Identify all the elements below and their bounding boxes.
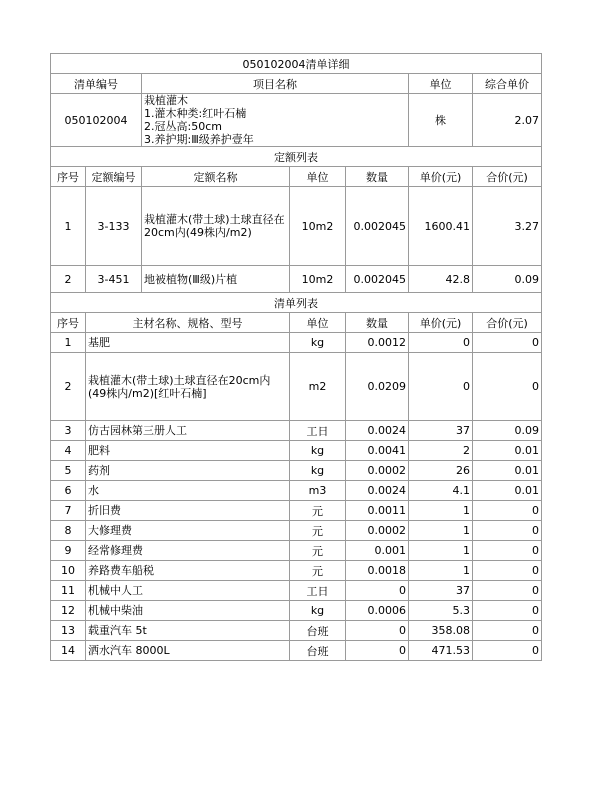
item-description — [142, 94, 409, 147]
material-row — [51, 481, 542, 501]
material-total: 0 — [473, 353, 542, 421]
material-price: 2 — [409, 441, 473, 461]
material-row — [51, 561, 542, 581]
material-unit: 元 — [290, 501, 346, 521]
code-header: 清单编号 — [51, 74, 142, 94]
material-row — [51, 421, 542, 441]
materials-col-header: 单价(元) — [409, 313, 473, 333]
item-unit: 株 — [409, 94, 473, 147]
name-header: 项目名称 — [142, 74, 409, 94]
material-price: 0 — [409, 333, 473, 353]
material-name: 栽植灌木(带土球)土球直径在20cm内(49株内/m2)[红叶石楠] — [86, 353, 290, 421]
material-total: 0 — [473, 501, 542, 521]
material-row — [51, 541, 542, 561]
material-unit: kg — [290, 601, 346, 621]
material-total: 0 — [473, 641, 542, 661]
material-name: 折旧费 — [86, 501, 290, 521]
quota-section-title: 定额列表 — [51, 147, 542, 167]
material-total: 0.01 — [473, 481, 542, 501]
material-total: 0 — [473, 521, 542, 541]
material-row — [51, 581, 542, 601]
quota-unit: 10m2 — [290, 266, 346, 293]
materials-col-header: 序号 — [51, 313, 86, 333]
quota-total: 3.27 — [473, 187, 542, 266]
material-price: 5.3 — [409, 601, 473, 621]
material-name: 大修理费 — [86, 521, 290, 541]
material-total: 0.09 — [473, 421, 542, 441]
material-price: 358.08 — [409, 621, 473, 641]
material-qty: 0.0041 — [346, 441, 409, 461]
materials-col-header: 数量 — [346, 313, 409, 333]
material-name: 机械中柴油 — [86, 601, 290, 621]
quota-code: 3-133 — [86, 187, 142, 266]
material-price: 1 — [409, 541, 473, 561]
material-no: 11 — [51, 581, 86, 601]
material-no: 12 — [51, 601, 86, 621]
material-name: 药剂 — [86, 461, 290, 481]
material-no: 13 — [51, 621, 86, 641]
material-name: 基肥 — [86, 333, 290, 353]
material-name: 洒水汽车 8000L — [86, 641, 290, 661]
material-price: 1 — [409, 521, 473, 541]
material-name: 肥料 — [86, 441, 290, 461]
material-name: 养路费车船税 — [86, 561, 290, 581]
material-qty: 0.0209 — [346, 353, 409, 421]
material-qty: 0.0012 — [346, 333, 409, 353]
material-price: 1 — [409, 501, 473, 521]
material-row — [51, 601, 542, 621]
material-unit: 台班 — [290, 641, 346, 661]
material-qty: 0.0024 — [346, 481, 409, 501]
material-unit: kg — [290, 461, 346, 481]
materials-section-title: 清单列表 — [51, 293, 542, 313]
material-name: 载重汽车 5t — [86, 621, 290, 641]
material-no: 4 — [51, 441, 86, 461]
quota-price: 42.8 — [409, 266, 473, 293]
material-qty: 0.001 — [346, 541, 409, 561]
quota-col-header: 定额编号 — [86, 167, 142, 187]
material-qty: 0 — [346, 621, 409, 641]
material-row — [51, 441, 542, 461]
quota-col-header: 定额名称 — [142, 167, 290, 187]
quota-header-row — [51, 167, 542, 187]
unit-header: 单位 — [409, 74, 473, 94]
material-total: 0 — [473, 333, 542, 353]
item-desc-line: 栽植灌木 — [144, 94, 188, 107]
quota-no: 1 — [51, 187, 86, 266]
quota-no: 2 — [51, 266, 86, 293]
quota-price: 1600.41 — [409, 187, 473, 266]
material-total: 0 — [473, 561, 542, 581]
material-no: 6 — [51, 481, 86, 501]
materials-col-header: 单位 — [290, 313, 346, 333]
material-no: 9 — [51, 541, 86, 561]
material-price: 4.1 — [409, 481, 473, 501]
materials-header-row — [51, 313, 542, 333]
material-no: 5 — [51, 461, 86, 481]
material-name: 水 — [86, 481, 290, 501]
item-code: 050102004 — [51, 94, 142, 147]
material-row — [51, 621, 542, 641]
material-unit: 工日 — [290, 421, 346, 441]
material-unit: 台班 — [290, 621, 346, 641]
material-name: 仿古园林第三册人工 — [86, 421, 290, 441]
materials-col-header: 合价(元) — [473, 313, 542, 333]
item-desc-line: 3.养护期:Ⅲ级养护壹年 — [144, 133, 254, 146]
material-price: 37 — [409, 421, 473, 441]
quota-code: 3-451 — [86, 266, 142, 293]
material-no: 3 — [51, 421, 86, 441]
quota-col-header: 数量 — [346, 167, 409, 187]
quota-total: 0.09 — [473, 266, 542, 293]
material-name: 经常修理费 — [86, 541, 290, 561]
quota-name: 地被植物(Ⅲ级)片植 — [142, 266, 290, 293]
materials-col-header: 主材名称、规格、型号 — [86, 313, 290, 333]
table-title: 050102004清单详细 — [51, 54, 542, 74]
material-row — [51, 353, 542, 421]
material-total: 0 — [473, 541, 542, 561]
price-header: 综合单价 — [473, 74, 542, 94]
material-row — [51, 461, 542, 481]
material-unit: 元 — [290, 541, 346, 561]
material-total: 0.01 — [473, 461, 542, 481]
material-unit: kg — [290, 441, 346, 461]
material-qty: 0.0024 — [346, 421, 409, 441]
material-qty: 0.0011 — [346, 501, 409, 521]
quota-col-header: 序号 — [51, 167, 86, 187]
quota-row — [51, 266, 542, 293]
quota-col-header: 单价(元) — [409, 167, 473, 187]
material-no: 2 — [51, 353, 86, 421]
material-row — [51, 521, 542, 541]
material-unit: m3 — [290, 481, 346, 501]
quota-qty: 0.002045 — [346, 187, 409, 266]
material-qty: 0 — [346, 581, 409, 601]
material-total: 0 — [473, 621, 542, 641]
bill-detail-table — [50, 53, 542, 661]
material-no: 8 — [51, 521, 86, 541]
material-qty: 0 — [346, 641, 409, 661]
material-unit: m2 — [290, 353, 346, 421]
material-row — [51, 501, 542, 521]
quota-col-header: 合价(元) — [473, 167, 542, 187]
material-no: 10 — [51, 561, 86, 581]
material-unit: kg — [290, 333, 346, 353]
item-desc-line: 1.灌木种类:红叶石楠 — [144, 107, 247, 120]
material-qty: 0.0002 — [346, 461, 409, 481]
material-name: 机械中人工 — [86, 581, 290, 601]
material-no: 1 — [51, 333, 86, 353]
material-no: 14 — [51, 641, 86, 661]
material-total: 0 — [473, 601, 542, 621]
material-unit: 元 — [290, 521, 346, 541]
material-row — [51, 333, 542, 353]
material-unit: 工日 — [290, 581, 346, 601]
material-price: 26 — [409, 461, 473, 481]
material-unit: 元 — [290, 561, 346, 581]
quota-unit: 10m2 — [290, 187, 346, 266]
material-no: 7 — [51, 501, 86, 521]
material-total: 0.01 — [473, 441, 542, 461]
material-price: 471.53 — [409, 641, 473, 661]
material-row — [51, 641, 542, 661]
material-price: 1 — [409, 561, 473, 581]
material-price: 0 — [409, 353, 473, 421]
item-price: 2.07 — [473, 94, 542, 147]
quota-row — [51, 187, 542, 266]
material-price: 37 — [409, 581, 473, 601]
material-qty: 0.0002 — [346, 521, 409, 541]
material-total: 0 — [473, 581, 542, 601]
quota-qty: 0.002045 — [346, 266, 409, 293]
quota-name: 栽植灌木(带土球)土球直径在20cm内(49株内/m2) — [142, 187, 290, 266]
material-qty: 0.0018 — [346, 561, 409, 581]
item-desc-line: 2.冠丛高:50cm — [144, 120, 222, 133]
material-qty: 0.0006 — [346, 601, 409, 621]
quota-col-header: 单位 — [290, 167, 346, 187]
